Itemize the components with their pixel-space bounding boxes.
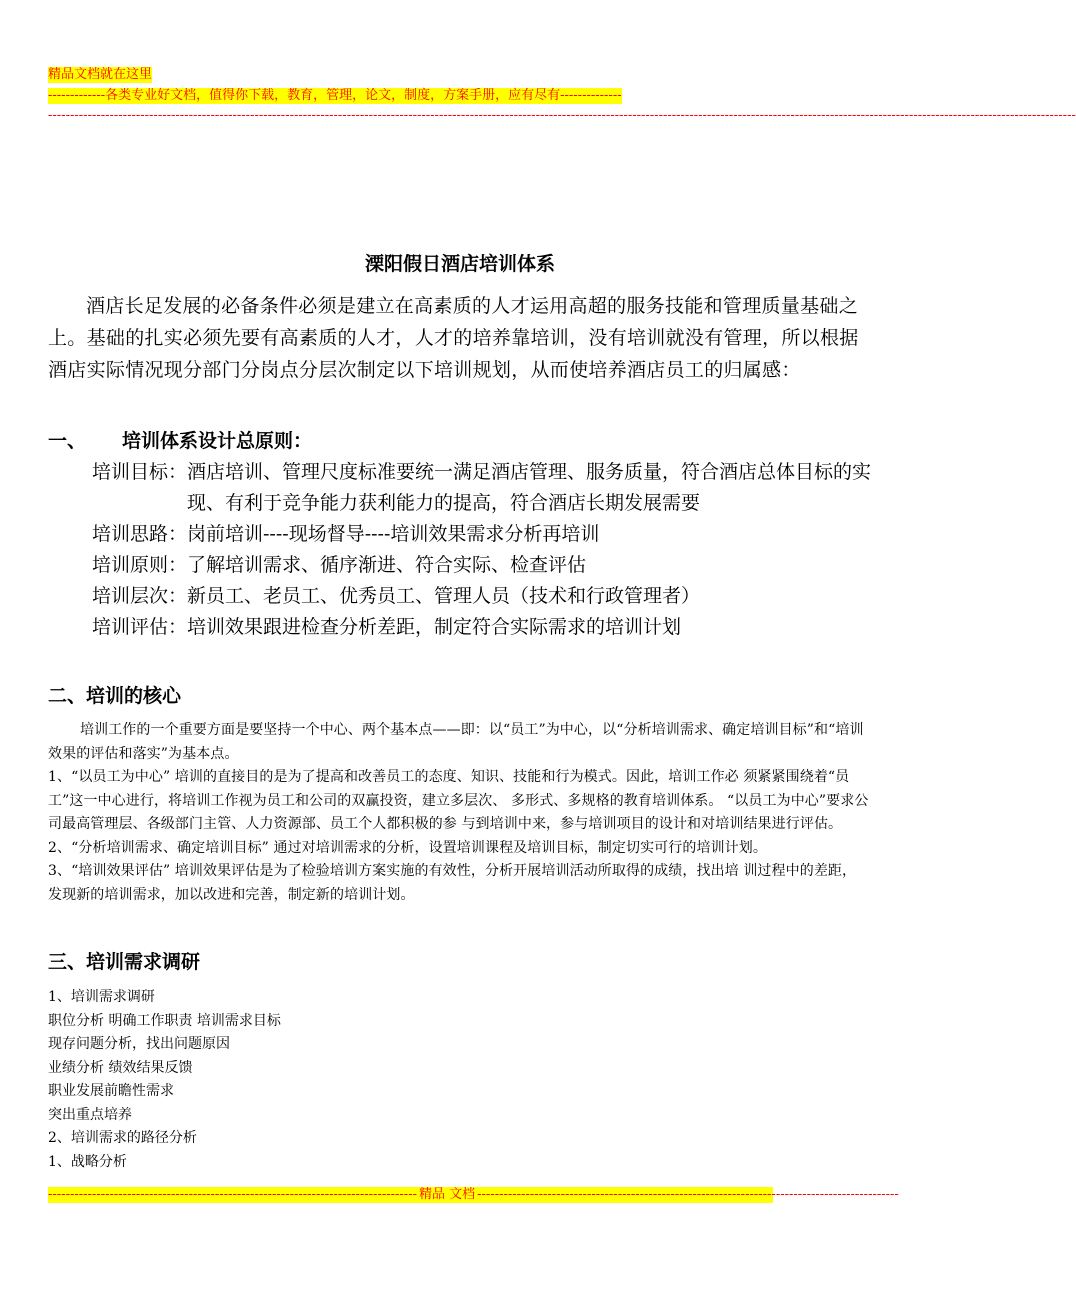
principle-label: 培训层次： — [92, 585, 188, 607]
principle-label: 培训目标： — [92, 461, 188, 483]
section-3-heading: 三、培训需求调研 — [48, 951, 201, 973]
principles-list — [92, 457, 882, 643]
list-item: 突出重点培养 — [48, 1106, 132, 1123]
section-2-heading: 二、培训的核心 — [48, 685, 182, 707]
footer-banner — [48, 1187, 899, 1203]
survey-list — [48, 986, 868, 1174]
footer-label: 精品 文档 — [418, 1187, 476, 1202]
header-dashed-rule: ------------------------------------------------------------------------------------------------------------------------------------------------------------------------------------------------------------------------------------------ — [48, 108, 1076, 123]
principle-item — [92, 550, 882, 581]
list-item: 1、培训需求调研 — [48, 989, 155, 1005]
principle-item — [92, 612, 882, 643]
header-banner-title: 精品文档就在这里 — [48, 67, 153, 82]
intro-paragraph: 酒店长足发展的必备条件必须是建立在高素质的人才运用高超的服务技能和管理质量基础之上。基础的扎实必须先要有高素质的人才，人才的培养靠培训，没有培训就没有管理，所以根据酒店实际情况现分部门分岗点分层次制定以下培训规划，从而使培养酒店员工的归属感： — [48, 295, 859, 381]
principle-value: 培训效果跟进检查分析差距，制定符合实际需求的培训计划 — [187, 616, 682, 638]
principle-item — [92, 519, 882, 550]
footer-dash-right: ------------------------------------------------------------------------------------------------ — [477, 1187, 899, 1202]
list-item: 职业发展前瞻性需求 — [48, 1083, 174, 1099]
principle-label: 培训思路： — [92, 523, 188, 545]
header-banner-tagline: -------------各类专业好文档，值得你下载，教育，管理，论文，制度，方案手册，应有尽有-------------- — [48, 88, 622, 103]
list-item: 1、战略分析 — [48, 1153, 127, 1170]
list-item: 现存问题分析，找出问题原因 — [48, 1036, 230, 1052]
section-2-body — [48, 719, 870, 907]
core-paragraph: 2、“分析培训需求、确定培训目标” 通过对培训需求的分析，设置培训课程及培训目标，制定切实可行的培训计划。 — [48, 839, 767, 856]
principle-value: 新员工、老员工、优秀员工、管理人员（技术和行政管理者） — [187, 585, 701, 607]
list-item: 业绩分析 绩效结果反馈 — [48, 1059, 193, 1076]
core-paragraph: 培训工作的一个重要方面是要坚持一个中心、两个基本点——即：以“员工”为中心，以“分析培训需求、确定培训目标”和“培训效果的评估和落实”为基本点。 — [48, 722, 864, 762]
principle-value: 了解培训需求、循序渐进、符合实际、检查评估 — [187, 554, 587, 576]
core-paragraph: 1、“以员工为中心” 培训的直接目的是为了提高和改善员工的态度、知识、技能和行为模式。因此，培训工作必 须紧紧围绕着“员工”这一中心进行，将培训工作视为员工和公司的双赢投资，建立多层次、 多形式、多规格的教育培训体系。 “以员工为中心”要求公司最高管理层、各级部门主管、人力资源部、员工个人都积极的参 与到培训中来，参与培训项目的设计和对培训结果进行评估。 — [48, 769, 869, 832]
core-paragraph: 3、“培训效果评估” 培训效果评估是为了检验培训方案实施的有效性，分析开展培训活动所取得的成绩，找出培 训过程中的差距，发现新的培训需求，加以改进和完善，制定新的培训计划。 — [48, 863, 857, 903]
principle-value: 岗前培训----现场督导----培训效果需求分析再培训 — [187, 523, 600, 545]
footer-dash-left: ------------------------------------------------------------------------------------ — [48, 1187, 417, 1202]
principle-value: 酒店培训、管理尺度标准要统一满足酒店管理、服务质量，符合酒店总体目标的实现、有利于竞争能力获利能力的提高，符合酒店长期发展需要 — [187, 461, 872, 514]
principle-item — [92, 581, 882, 612]
principle-label: 培训原则： — [92, 554, 188, 576]
section-1-number: 一、 — [48, 430, 87, 452]
document-title: 溧阳假日酒店培训体系 — [364, 253, 555, 275]
principle-item — [92, 457, 882, 519]
list-item: 2、培训需求的路径分析 — [48, 1130, 197, 1146]
principle-label: 培训评估： — [92, 616, 188, 638]
section-1-title: 培训体系设计总原则： — [122, 430, 313, 452]
list-item: 职位分析 明确工作职责 培训需求目标 — [48, 1012, 281, 1029]
section-1-heading — [48, 428, 312, 454]
